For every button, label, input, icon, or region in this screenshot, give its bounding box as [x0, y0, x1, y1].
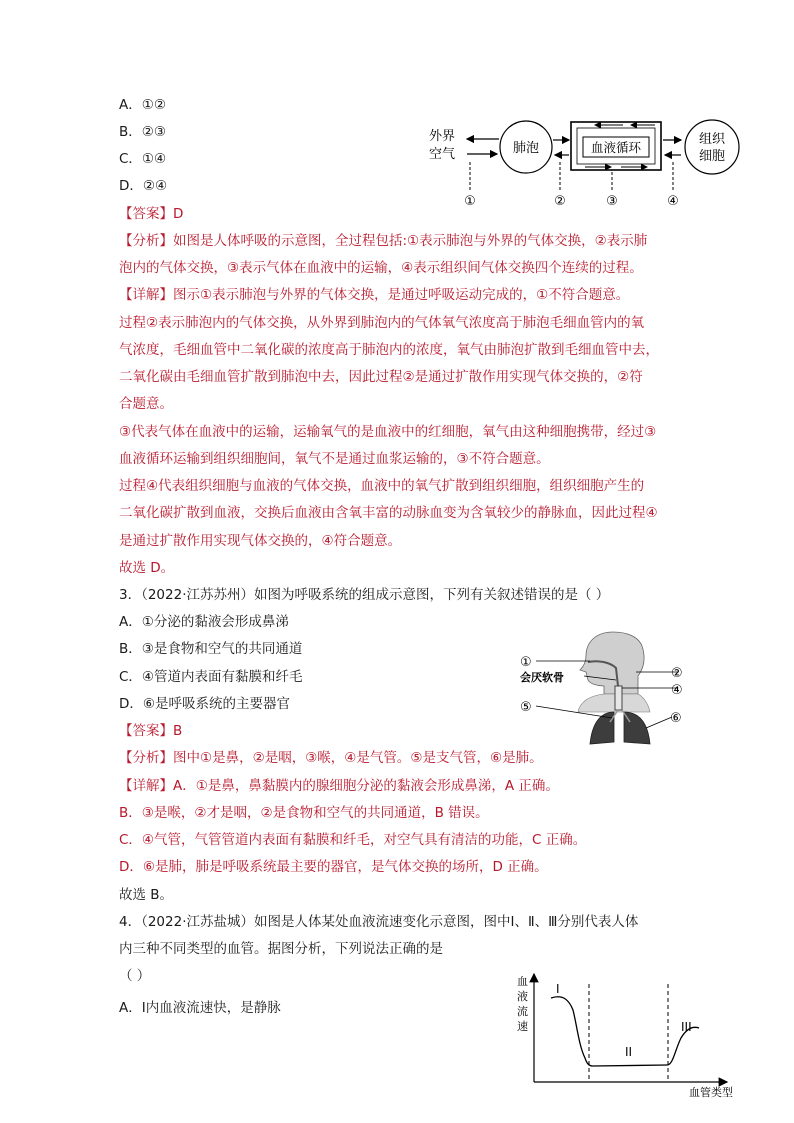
label-outside-air: 空气: [429, 147, 456, 162]
trachea: [615, 686, 622, 710]
q2-detail-line: 二氧化碳扩散到血液，交换后血液由含氧丰富的动脉血变为含氧较少的静脉血，因此过程④: [119, 505, 658, 521]
organ-mark-hidden: ③: [671, 658, 672, 659]
q3-analysis: 【分析】图中①是鼻，②是咽，③喉，④是气管。⑤是支气管，⑥是肺。: [119, 750, 543, 766]
q3-detail-line: 【详解】A．①是鼻，鼻黏膜内的腺细胞分泌的黏液会形成鼻涕，A 正确。: [119, 778, 559, 794]
q3-detail-line: B．③是喉，②才是咽，②是食物和空气的共同通道，B 错误。: [119, 805, 489, 821]
q3-conclusion: 故选 B。: [119, 887, 174, 903]
label-outside-air: 外界: [429, 129, 456, 144]
respiratory-system-figure: [518, 628, 688, 746]
q2-option-b: B．②③: [119, 124, 166, 140]
q2-detail-line: 【详解】图示①表示肺泡与外界的气体交换，是通过呼吸运动完成的，①不符合题意。: [119, 287, 630, 303]
tissue-cell-circle: [685, 120, 739, 174]
q2-detail-line: 是通过扩散作用实现气体交换的，④符合题意。: [119, 533, 402, 549]
process-mark: ③: [606, 194, 618, 209]
q2-option-d: D．②④: [119, 178, 168, 194]
x-axis-label: 血管类型: [689, 1086, 733, 1099]
label-alveoli: 肺泡: [512, 141, 540, 156]
segment-label: II: [625, 1045, 633, 1059]
blood-flow-velocity-graph: [505, 970, 740, 1100]
head-silhouette: [580, 632, 644, 694]
process-mark: ②: [554, 194, 566, 209]
q2-detail-line: 过程④代表组织细胞与血液的气体交换，血液中的氧气扩散到组织细胞，组织细胞产生的: [119, 478, 645, 494]
q4-stem-line: （ ）: [119, 968, 151, 984]
y-axis-label: 流: [517, 1005, 528, 1018]
segment-label: I: [556, 982, 560, 996]
q2-detail-line: 气浓度，毛细血管中二氧化碳的浓度高于肺泡内的浓度，氧气由肺泡扩散到毛细血管中去，: [119, 342, 659, 358]
organ-mark: ②: [671, 666, 683, 681]
y-axis-label: 速: [517, 1020, 528, 1033]
q2-analysis-line: 泡内的气体交换，③表示气体在血液中的运输，④表示组织间气体交换四个连续的过程。: [119, 260, 643, 276]
segment-label: III: [681, 1020, 692, 1034]
q2-conclusion: 故选 D。: [119, 560, 175, 576]
q2-detail-line: 血液循环运输到组织细胞间，氧气不是通过血浆运输的，③不符合题意。: [119, 451, 550, 467]
q3-detail-line: C．④气管，气管管道内表面有黏膜和纤毛，对空气具有清洁的功能，C 正确。: [119, 832, 587, 848]
label-epiglottis: 会厌软骨: [520, 671, 564, 684]
y-axis-label: 液: [517, 990, 528, 1003]
q3-detail-line: D．⑥是肺，肺是呼吸系统最主要的器官，是气体交换的场所，D 正确。: [119, 859, 548, 875]
organ-mark: ①: [520, 655, 532, 670]
q2-detail-line: 合题意。: [119, 396, 173, 412]
q2-answer: 【答案】D: [119, 206, 184, 222]
q3-option-a: A．①分泌的黏液会形成鼻涕: [119, 614, 289, 630]
q2-option-c: C．①④: [119, 151, 167, 167]
q2-detail-line: ③代表气体在血液中的运输，运输氧气的是血液中的红细胞，氧气由这种细胞携带，经过③: [119, 424, 657, 440]
label-tissue-cell: 组织: [698, 132, 726, 147]
label-circulation: 血液循环: [590, 140, 642, 155]
respiration-process-diagram: [425, 112, 745, 212]
q3-answer: 【答案】B: [119, 723, 183, 739]
organ-mark: ⑥: [670, 711, 682, 726]
q3-option-d: D．⑥是呼吸系统的主要器官: [119, 696, 290, 712]
process-mark: ①: [464, 194, 476, 209]
y-axis-label: 血: [517, 975, 528, 988]
q2-option-a: A．①②: [119, 97, 166, 113]
q4-stem-line: 4．（2022·江苏盐城）如图是人体某处血液流速变化示意图，图中Ⅰ、Ⅱ、Ⅲ分别代表人体: [119, 914, 639, 930]
organ-mark: ⑤: [520, 700, 532, 715]
q4-stem-line: 内三种不同类型的血管。据图分析，下列说法正确的是: [119, 941, 443, 957]
q2-detail-line: 二氧化碳由毛细血管扩散到肺泡中去，因此过程②是通过扩散作用实现气体交换的，②符: [119, 369, 643, 385]
q3-option-c: C．④管道内表面有黏膜和纤毛: [119, 669, 303, 685]
q3-stem: 3．（2022·江苏苏州）如图为呼吸系统的组成示意图，下列有关叙述错误的是（ ）: [119, 587, 610, 603]
q4-option-a: A．Ⅰ内血液流速快，是静脉: [119, 1000, 281, 1016]
label-tissue-cell: 细胞: [698, 149, 726, 164]
q2-detail-line: 过程②表示肺泡内的气体交换，从外界到肺泡内的气体氧气浓度高于肺泡毛细血管内的氧: [119, 315, 645, 331]
process-mark: ④: [667, 194, 679, 209]
organ-mark: ④: [671, 683, 683, 698]
q2-analysis-line: 【分析】如图是人体呼吸的示意图，全过程包括:①表示肺泡与外界的气体交换，②表示肺: [119, 233, 648, 249]
q3-option-b: B．③是食物和空气的共同通道: [119, 641, 303, 657]
